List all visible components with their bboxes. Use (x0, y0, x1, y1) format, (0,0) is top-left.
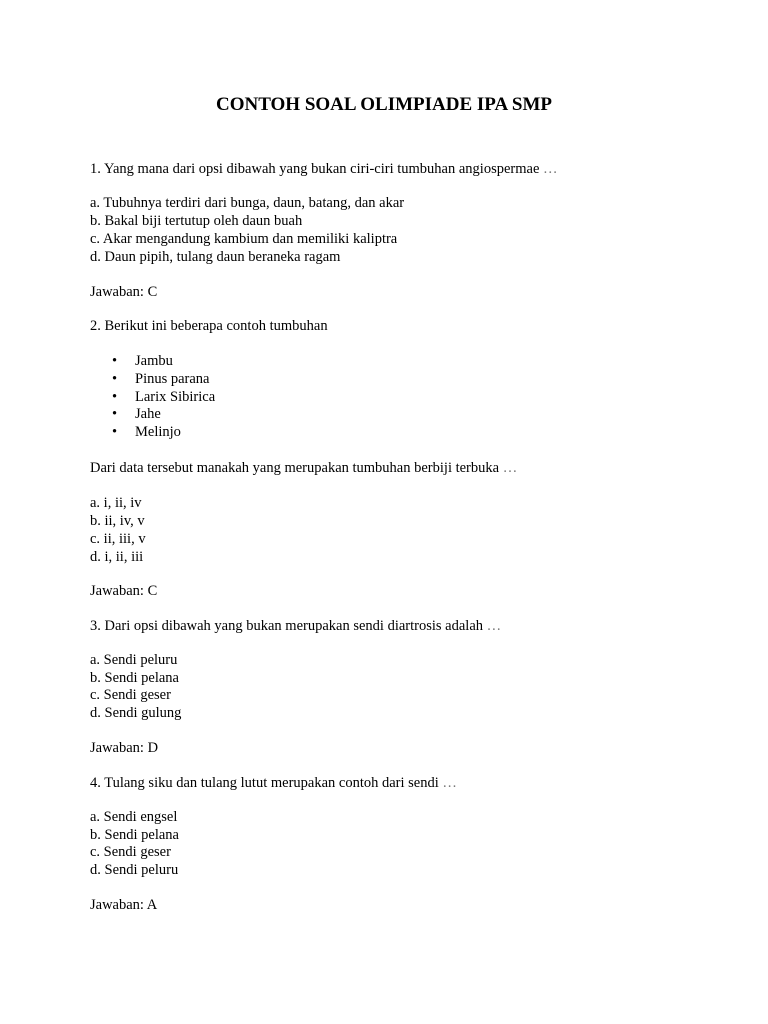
bullet-item (112, 423, 181, 441)
option-d: d. Daun pipih, tulang daun beraneka ragam (90, 249, 341, 265)
bullet-text: Melinjo (135, 424, 181, 440)
option-d: d. Sendi peluru (90, 862, 179, 878)
question-text: 1. Yang mana dari opsi dibawah yang bukan ciri-ciri tumbuhan angiospermae (90, 161, 540, 177)
ellipsis: … (543, 161, 558, 177)
option-c: c. Akar mengandung kambium dan memiliki kaliptra (90, 231, 398, 247)
ellipsis: … (442, 775, 457, 791)
question-4 (90, 774, 457, 792)
option-c: c. ii, iii, v (90, 531, 146, 547)
bullet-text: Jahe (135, 406, 161, 422)
bullet-item (112, 370, 210, 388)
bullet-icon: • (112, 371, 118, 387)
option-b: b. Sendi pelana (90, 670, 179, 686)
option-d: d. i, ii, iii (90, 549, 144, 565)
page-title: CONTOH SOAL OLIMPIADE IPA SMP (215, 94, 553, 115)
option-a: a. Tubuhnya terdiri dari bunga, daun, batang, dan akar (90, 195, 405, 211)
bullet-icon: • (112, 424, 118, 440)
answer-4: Jawaban: A (90, 897, 158, 913)
question-1 (90, 160, 558, 178)
question-2: 2. Berikut ini beberapa contoh tumbuhan (90, 318, 328, 334)
question-3 (90, 617, 501, 635)
option-c: c. Sendi geser (90, 687, 171, 703)
prompt-text: Dari data tersebut manakah yang merupakan tumbuhan berbiji terbuka (90, 460, 500, 476)
question-text: 3. Dari opsi dibawah yang bukan merupakan sendi diartrosis adalah (90, 618, 484, 634)
ellipsis: … (502, 460, 518, 476)
bullet-item (112, 388, 215, 406)
answer-2: Jawaban: C (90, 583, 158, 599)
bullet-text: Larix Sibirica (135, 389, 216, 405)
option-a: a. Sendi engsel (90, 809, 178, 825)
option-a: a. i, ii, iv (90, 495, 142, 511)
question-text: 4. Tulang siku dan tulang lutut merupakan contoh dari sendi (90, 775, 439, 791)
ellipsis: … (486, 618, 502, 634)
option-d: d. Sendi gulung (90, 705, 182, 721)
bullet-icon: • (112, 406, 118, 422)
option-b: b. ii, iv, v (90, 513, 145, 529)
bullet-item (112, 352, 173, 370)
answer-1: Jawaban: C (90, 284, 158, 300)
bullet-icon: • (112, 353, 118, 369)
bullet-item (112, 405, 161, 423)
bullet-text: Jambu (135, 353, 173, 369)
question-2-prompt (90, 459, 517, 477)
bullet-icon: • (112, 389, 118, 405)
bullet-text: Pinus parana (135, 371, 210, 387)
option-a: a. Sendi peluru (90, 652, 178, 668)
option-c: c. Sendi geser (90, 844, 171, 860)
option-b: b. Sendi pelana (90, 827, 179, 843)
option-b: b. Bakal biji tertutup oleh daun buah (90, 213, 303, 229)
answer-3: Jawaban: D (90, 740, 159, 756)
